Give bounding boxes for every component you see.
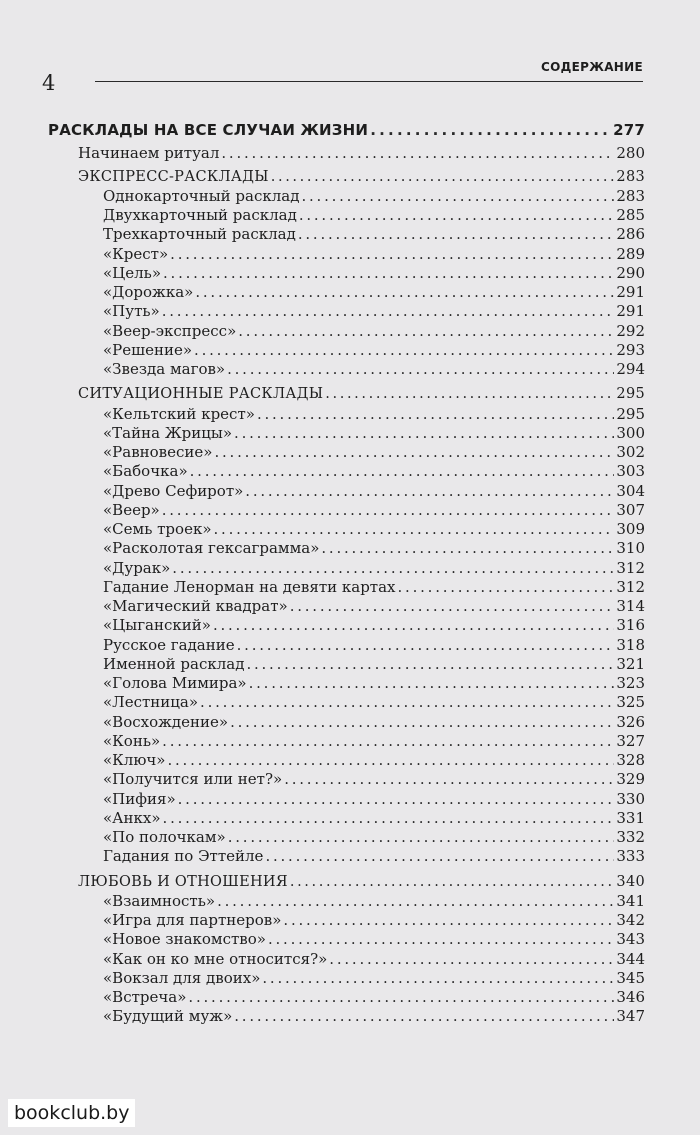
toc-entry-title: РАСКЛАДЫ НА ВСЕ СЛУЧАИ ЖИЗНИ: [48, 121, 369, 139]
toc-page-number: 347: [616, 1007, 645, 1026]
toc-page-number: 323: [616, 674, 645, 692]
toc-page-number: 307: [616, 500, 645, 519]
toc-page-number: 295: [616, 386, 645, 403]
toc-dot-leader: [262, 969, 614, 988]
toc-entry-title: «Крест»: [103, 244, 169, 263]
toc-entry-title: «Бабочка»: [103, 462, 188, 481]
toc-page-number: 329: [616, 770, 645, 789]
toc-dot-leader: [284, 770, 614, 789]
toc-entry-title: «Тайна Жрицы»: [103, 423, 233, 442]
toc-dot-leader: [290, 597, 615, 616]
toc-entry: [103, 187, 645, 206]
toc-page-number: 289: [616, 244, 645, 263]
watermark: bookclub.by: [8, 1099, 135, 1127]
toc-dot-leader: [163, 264, 614, 283]
toc-page-number: 330: [616, 789, 645, 808]
toc-page-number: 293: [616, 340, 645, 359]
toc-page-number: 340: [616, 873, 645, 890]
toc-page-number: 314: [616, 597, 645, 615]
toc-page-number: 333: [616, 847, 645, 866]
toc-entry: [103, 693, 645, 712]
toc-entry-title: «Древо Сефирот»: [103, 481, 244, 500]
toc-page-number: 283: [616, 186, 645, 205]
toc-dot-leader: [228, 828, 615, 847]
toc-page-number: 344: [616, 949, 645, 968]
toc-entry: [103, 969, 645, 988]
toc-dot-leader: [321, 539, 614, 558]
toc-entry: [103, 790, 645, 809]
toc-entry-title: «Новое знакомство»: [103, 930, 266, 949]
toc-entry: [103, 892, 645, 911]
toc-entry: [103, 360, 645, 379]
toc-page-number: 283: [616, 168, 645, 185]
toc-page-number: 325: [616, 693, 645, 712]
toc-entry-title: «Получится или нет?»: [103, 770, 283, 789]
toc-entry: [103, 828, 645, 847]
toc-dot-leader: [329, 950, 614, 969]
toc-entry-title: «Цыганский»: [103, 616, 211, 635]
toc-dot-leader: [298, 225, 615, 244]
toc-dot-leader: [162, 501, 615, 520]
toc-page-number: 295: [616, 404, 645, 423]
toc-dot-leader: [188, 988, 614, 1007]
toc-entry-title: Трехкарточный расклад: [103, 225, 296, 244]
toc-page-number: 331: [616, 808, 645, 827]
toc-entry-title: Начинаем ритуал: [78, 144, 220, 163]
toc-entry-title: Однокарточный расклад: [103, 186, 300, 205]
toc-entry: [103, 559, 645, 578]
toc-entry: [103, 578, 645, 597]
toc-dot-leader: [162, 302, 615, 321]
page-number: 4: [42, 71, 56, 95]
toc-dot-leader: [301, 187, 614, 206]
toc-entry: [103, 930, 645, 949]
toc-page-number: 303: [616, 462, 645, 481]
toc-page-number: 342: [616, 911, 645, 929]
toc-entry: [103, 809, 645, 828]
toc-entry-title: ЭКСПРЕСС-РАСКЛАДЫ: [78, 168, 269, 185]
toc-entry-title: «Кельтский крест»: [103, 404, 255, 423]
toc-entry: [103, 322, 645, 341]
toc-entry-title: «Решение»: [103, 340, 193, 359]
toc-page-number: 312: [616, 577, 645, 596]
toc-dot-leader: [163, 809, 615, 828]
toc-section-heading: [78, 385, 645, 404]
toc-page-number: 332: [616, 828, 645, 846]
toc-entry-title: «Семь троек»: [103, 520, 212, 538]
toc-dot-leader: [195, 283, 614, 302]
toc-dot-leader: [238, 322, 614, 341]
toc-page-number: 328: [616, 751, 645, 769]
toc-entry: [103, 245, 645, 264]
toc-page-number: 290: [616, 263, 645, 282]
toc-entry: [103, 770, 645, 789]
toc-dot-leader: [178, 790, 615, 809]
toc-dot-leader: [213, 616, 614, 635]
toc-dot-leader: [246, 655, 614, 674]
toc-entry-title: «По полочкам»: [103, 828, 226, 846]
running-head: СОДЕРЖАНИЕ: [541, 60, 643, 74]
toc-entry-title: «Будущий муж»: [103, 1007, 233, 1026]
toc-entry: [103, 302, 645, 321]
toc-entry: [103, 1007, 645, 1026]
toc-dot-leader: [283, 911, 614, 930]
toc-page-number: 302: [616, 443, 645, 461]
toc-entry: [103, 616, 645, 635]
toc-dot-leader: [221, 144, 614, 163]
toc-dot-leader: [167, 751, 614, 770]
toc-dot-leader: [214, 443, 614, 462]
toc-dot-leader: [172, 559, 614, 578]
toc-page-number: 327: [616, 731, 645, 750]
toc-entry: [103, 988, 645, 1007]
toc-entry-title: «Расколотая гексаграмма»: [103, 539, 320, 558]
toc-entry: [103, 520, 645, 539]
toc-entry: [103, 597, 645, 616]
toc-page-number: 326: [616, 712, 645, 731]
toc-page-number: 318: [616, 635, 645, 654]
toc-entry: [103, 847, 645, 866]
toc-entry: [103, 405, 645, 424]
toc-entry-title: Русское гадание: [103, 635, 235, 654]
toc-entry: [103, 636, 645, 655]
toc-dot-leader: [200, 693, 614, 712]
toc-page-number: 294: [616, 360, 645, 378]
toc-entry: [103, 501, 645, 520]
toc-page-number: 304: [616, 481, 645, 500]
toc-page-number: 291: [616, 302, 645, 321]
toc-dot-leader: [234, 424, 614, 443]
toc-entry-title: «Цель»: [103, 263, 162, 282]
toc-page-number: 300: [616, 423, 645, 442]
toc-dot-leader: [245, 482, 614, 501]
toc-dot-leader: [170, 245, 614, 264]
toc-entry-title: ЛЮБОВЬ И ОТНОШЕНИЯ: [78, 873, 288, 890]
toc-part-heading: [48, 121, 645, 140]
toc-page-number: 285: [616, 206, 645, 224]
toc-entry-title: Гадание Ленорман на девяти картах: [103, 577, 396, 596]
toc-dot-leader: [290, 873, 615, 892]
toc-dot-leader: [237, 636, 615, 655]
toc-dot-leader: [370, 121, 611, 140]
toc-page-number: 346: [616, 988, 645, 1006]
toc-entry: [103, 713, 645, 732]
toc-entry: [103, 482, 645, 501]
toc-entry-title: «Игра для партнеров»: [103, 911, 282, 929]
toc-page-number: 312: [616, 558, 645, 577]
toc-section-heading: [78, 168, 645, 187]
toc-entry-title: Гадания по Эттейле: [103, 847, 264, 866]
toc-page-number: 291: [616, 283, 645, 301]
toc-entry: [103, 443, 645, 462]
toc-entry: [103, 424, 645, 443]
toc-entry-title: «Дорожка»: [103, 283, 194, 301]
toc-entry-title: «Взаимность»: [103, 891, 216, 910]
toc-dot-leader: [299, 206, 615, 225]
toc-entry-title: «Равновесие»: [103, 443, 213, 461]
toc-entry-title: «Звезда магов»: [103, 360, 226, 378]
toc-page-number: 310: [616, 539, 645, 558]
toc-dot-leader: [325, 385, 614, 404]
toc-dot-leader: [194, 341, 614, 360]
toc-entry-title: «Дурак»: [103, 558, 171, 577]
toc-page-number: 341: [616, 891, 645, 910]
toc-entry: [103, 264, 645, 283]
toc-dot-leader: [230, 713, 614, 732]
toc-entry-title: Двухкарточный расклад: [103, 206, 297, 224]
toc-dot-leader: [265, 847, 614, 866]
toc-page-number: 321: [616, 654, 645, 673]
toc-entry-title: «Конь»: [103, 731, 161, 750]
toc-entry: [103, 674, 645, 693]
toc-dot-leader: [234, 1007, 614, 1026]
toc-page-number: 345: [616, 968, 645, 987]
toc-dot-leader: [227, 360, 614, 379]
toc-entry-title: «Как он ко мне относится?»: [103, 949, 328, 968]
toc-dot-leader: [217, 892, 614, 911]
toc-entry-title: «Магический квадрат»: [103, 597, 288, 615]
toc-entry: [103, 225, 645, 244]
toc-dot-leader: [162, 732, 614, 751]
toc-entry: [103, 539, 645, 558]
toc-entry: [103, 206, 645, 225]
toc-entry-title: «Лестница»: [103, 693, 199, 712]
toc-entry: [103, 751, 645, 770]
toc-entry-title: «Голова Мимира»: [103, 674, 247, 692]
toc-dot-leader: [271, 168, 615, 187]
toc-dot-leader: [398, 578, 615, 597]
toc-page-number: 316: [616, 616, 645, 635]
toc-entry-title: «Пифия»: [103, 789, 176, 808]
toc-dot-leader: [190, 462, 615, 481]
toc-entry-title: СИТУАЦИОННЫЕ РАСКЛАДЫ: [78, 386, 324, 403]
toc-entry: [103, 950, 645, 969]
toc-dot-leader: [214, 520, 615, 539]
toc-entry: [103, 911, 645, 930]
toc-page-number: 277: [613, 121, 645, 139]
toc-page-number: 286: [616, 225, 645, 244]
toc-entry-title: «Путь»: [103, 302, 160, 321]
toc-entry-title: «Восхождение»: [103, 712, 229, 731]
toc-page-number: 280: [616, 144, 645, 163]
toc-entry: [103, 462, 645, 481]
toc-entry-title: «Веер-экспресс»: [103, 321, 237, 340]
toc-entry-title: «Ключ»: [103, 751, 166, 769]
toc-page-number: 292: [616, 321, 645, 340]
toc-entry-title: «Вокзал для двоих»: [103, 968, 261, 987]
toc-entry: [103, 341, 645, 360]
toc-entry-title: «Встреча»: [103, 988, 187, 1006]
toc-page-number: 309: [616, 520, 645, 538]
toc-entry: [103, 655, 645, 674]
header-rule: [95, 81, 643, 82]
toc-entry-title: «Веер»: [103, 500, 160, 519]
toc-dot-leader: [249, 674, 615, 693]
toc-entry: [103, 283, 645, 302]
toc-entry: [78, 144, 645, 163]
toc-dot-leader: [257, 405, 614, 424]
toc-entry: [103, 732, 645, 751]
toc-section-heading: [78, 873, 645, 892]
toc-dot-leader: [268, 930, 614, 949]
toc-entry-title: Именной расклад: [103, 654, 245, 673]
toc-entry-title: «Анкх»: [103, 808, 161, 827]
toc-page-number: 343: [616, 930, 645, 949]
